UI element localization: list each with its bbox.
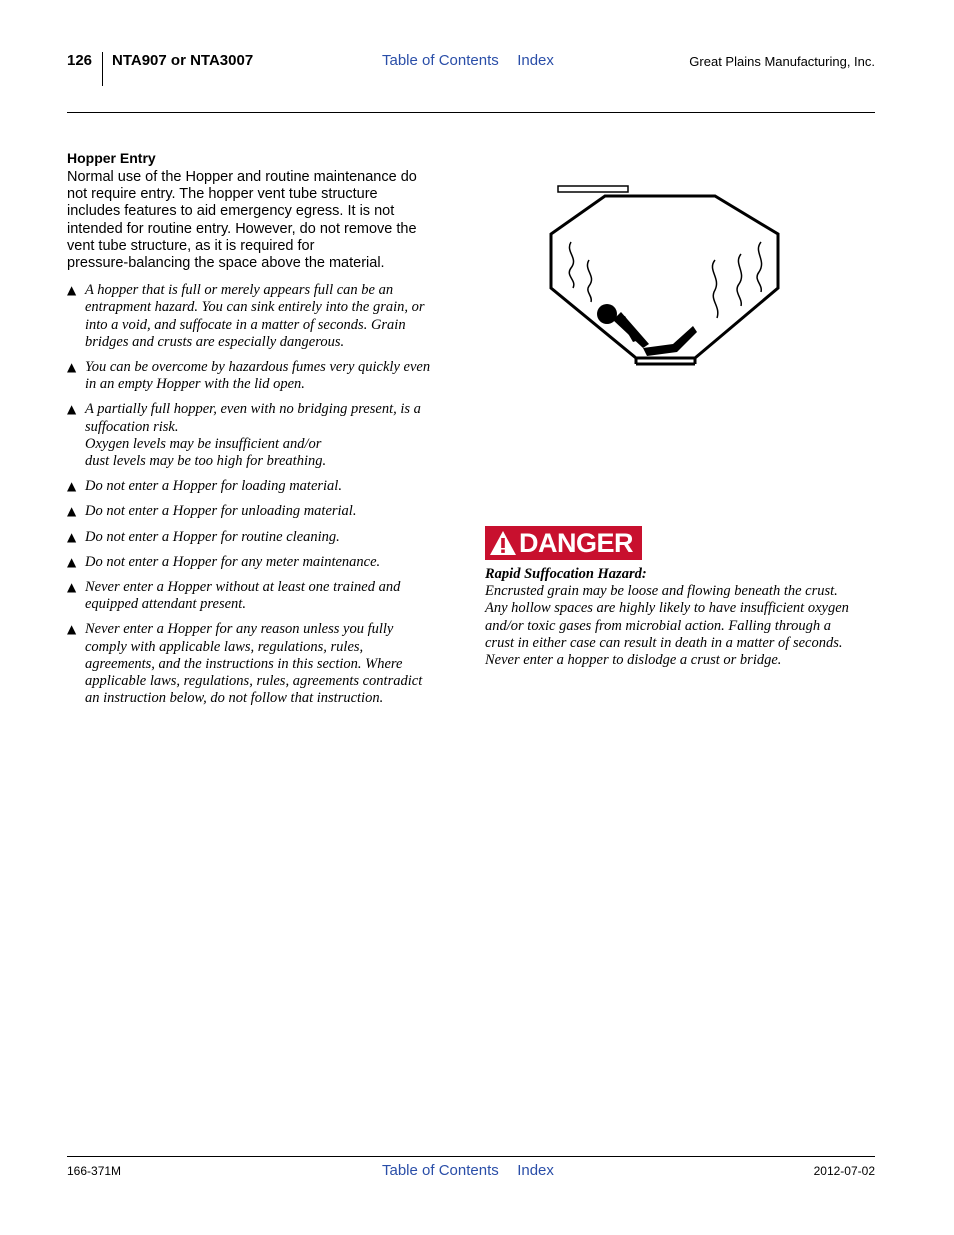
footer-toc-link[interactable]: Table of Contents: [382, 1162, 499, 1179]
danger-line: Any hollow spaces are highly likely to have insufficient oxygen: [485, 600, 849, 617]
warning-item: [67, 554, 457, 571]
fume-line: [587, 260, 591, 302]
bullet-triangle-icon: ▲: [67, 580, 77, 595]
warning-line: an instruction below, do not follow that instruction.: [85, 690, 384, 707]
page-number: 126: [67, 52, 93, 69]
doc-date: 2012-07-02: [813, 1164, 875, 1178]
warning-item: [67, 503, 457, 520]
warning-line: applicable laws, regulations, rules, agreements contradict: [85, 673, 423, 690]
fume-line: [569, 242, 574, 288]
bullet-triangle-icon: ▲: [67, 504, 77, 519]
fume-line: [712, 260, 717, 318]
bullet-triangle-icon: ▲: [67, 622, 77, 637]
warning-triangle-icon: [489, 530, 517, 556]
intro-line: vent tube structure, as it is required for: [67, 237, 315, 254]
warning-line: Oxygen levels may be insufficient and/or: [85, 435, 322, 452]
warning-line: You can be overcome by hazardous fumes very quickly even: [85, 359, 431, 376]
header-nav: [382, 52, 554, 70]
intro-line: includes features to aid emergency egress. It is not: [67, 203, 395, 220]
fume-line: [737, 254, 742, 306]
warning-list: [67, 282, 457, 707]
hopper-lid: [558, 186, 628, 192]
header-rule: [67, 112, 875, 113]
warning-line: suffocation risk.: [85, 418, 179, 435]
warning-item: [67, 401, 457, 470]
hopper-outline: [551, 196, 778, 358]
bullet-triangle-icon: ▲: [67, 283, 77, 298]
intro-line: Normal use of the Hopper and routine maintenance do: [67, 169, 417, 185]
warning-line: Do not enter a Hopper for any meter maintenance.: [85, 553, 381, 570]
intro-paragraph: [67, 169, 457, 272]
intro-line: not require entry. The hopper vent tube structure: [67, 186, 378, 203]
section-title: Hopper Entry: [67, 150, 156, 166]
bullet-triangle-icon: ▲: [67, 529, 77, 544]
doc-number: 166-371M: [67, 1164, 122, 1178]
warning-item: [67, 529, 457, 546]
danger-line: crust in either case can result in death in a matter of seconds.: [485, 634, 843, 651]
hopper-diagram: [545, 180, 785, 370]
danger-title: Rapid Suffocation Hazard:: [485, 566, 647, 582]
bullet-triangle-icon: ▲: [67, 554, 77, 569]
bullet-triangle-icon: ▲: [67, 479, 77, 494]
warning-item: [67, 282, 457, 351]
intro-line: intended for routine entry. However, do not remove the: [67, 220, 417, 237]
index-link[interactable]: Index: [517, 52, 554, 69]
warning-item: [67, 621, 457, 707]
warning-line: A hopper that is full or merely appears full can be an: [85, 282, 394, 299]
warning-line: Do not enter a Hopper for routine cleaning.: [85, 528, 340, 545]
warning-item: [67, 359, 457, 393]
model-title: NTA907 or NTA3007: [112, 52, 254, 69]
danger-badge: [485, 526, 642, 560]
danger-line: and/or toxic gases from microbial action. Falling through a: [485, 617, 831, 634]
bullet-triangle-icon: ▲: [67, 360, 77, 375]
warning-line: Do not enter a Hopper for unloading material.: [85, 503, 357, 520]
footer-nav: [382, 1162, 554, 1180]
warning-line: Never enter a Hopper for any reason unless you fully: [85, 621, 394, 638]
warning-item: [67, 579, 457, 613]
warning-line: A partially full hopper, even with no bridging present, is a: [85, 401, 421, 418]
warning-line: Do not enter a Hopper for loading material.: [85, 478, 342, 495]
danger-message: [485, 566, 880, 669]
toc-link[interactable]: Table of Contents: [382, 52, 499, 69]
warning-line: into a void, and suffocate in a matter of seconds. Grain: [85, 316, 406, 333]
warning-line: comply with applicable laws, regulations, rules,: [85, 638, 364, 655]
bullet-triangle-icon: ▲: [67, 402, 77, 417]
warning-line: entrapment hazard. You can sink entirely into the grain, or: [85, 299, 425, 316]
trapped-person-figure: [597, 304, 697, 356]
danger-line: Encrusted grain may be loose and flowing beneath the crust.: [485, 583, 838, 600]
warning-item: [67, 478, 457, 495]
warning-line: agreements, and the instructions in this section. Where: [85, 655, 403, 672]
company-name: Great Plains Manufacturing, Inc.: [689, 54, 875, 69]
danger-line: Never enter a hopper to dislodge a crust or bridge.: [485, 652, 782, 669]
header-divider: [102, 52, 103, 86]
hopper-entrapment-illustration: [545, 180, 785, 370]
warning-line: in an empty Hopper with the lid open.: [85, 376, 305, 393]
warning-line: Never enter a Hopper without at least one trained and: [85, 579, 401, 596]
footer-rule: [67, 1156, 875, 1157]
warning-line: equipped attendant present.: [85, 596, 246, 613]
footer-index-link[interactable]: Index: [517, 1162, 554, 1179]
danger-label: DANGER: [519, 527, 634, 558]
fume-line: [757, 242, 762, 292]
warning-line: dust levels may be too high for breathing.: [85, 453, 327, 470]
hopper-entry-section: [67, 150, 457, 715]
intro-line: pressure-balancing the space above the material.: [67, 255, 385, 272]
warning-line: bridges and crusts are especially dangerous.: [85, 333, 345, 350]
